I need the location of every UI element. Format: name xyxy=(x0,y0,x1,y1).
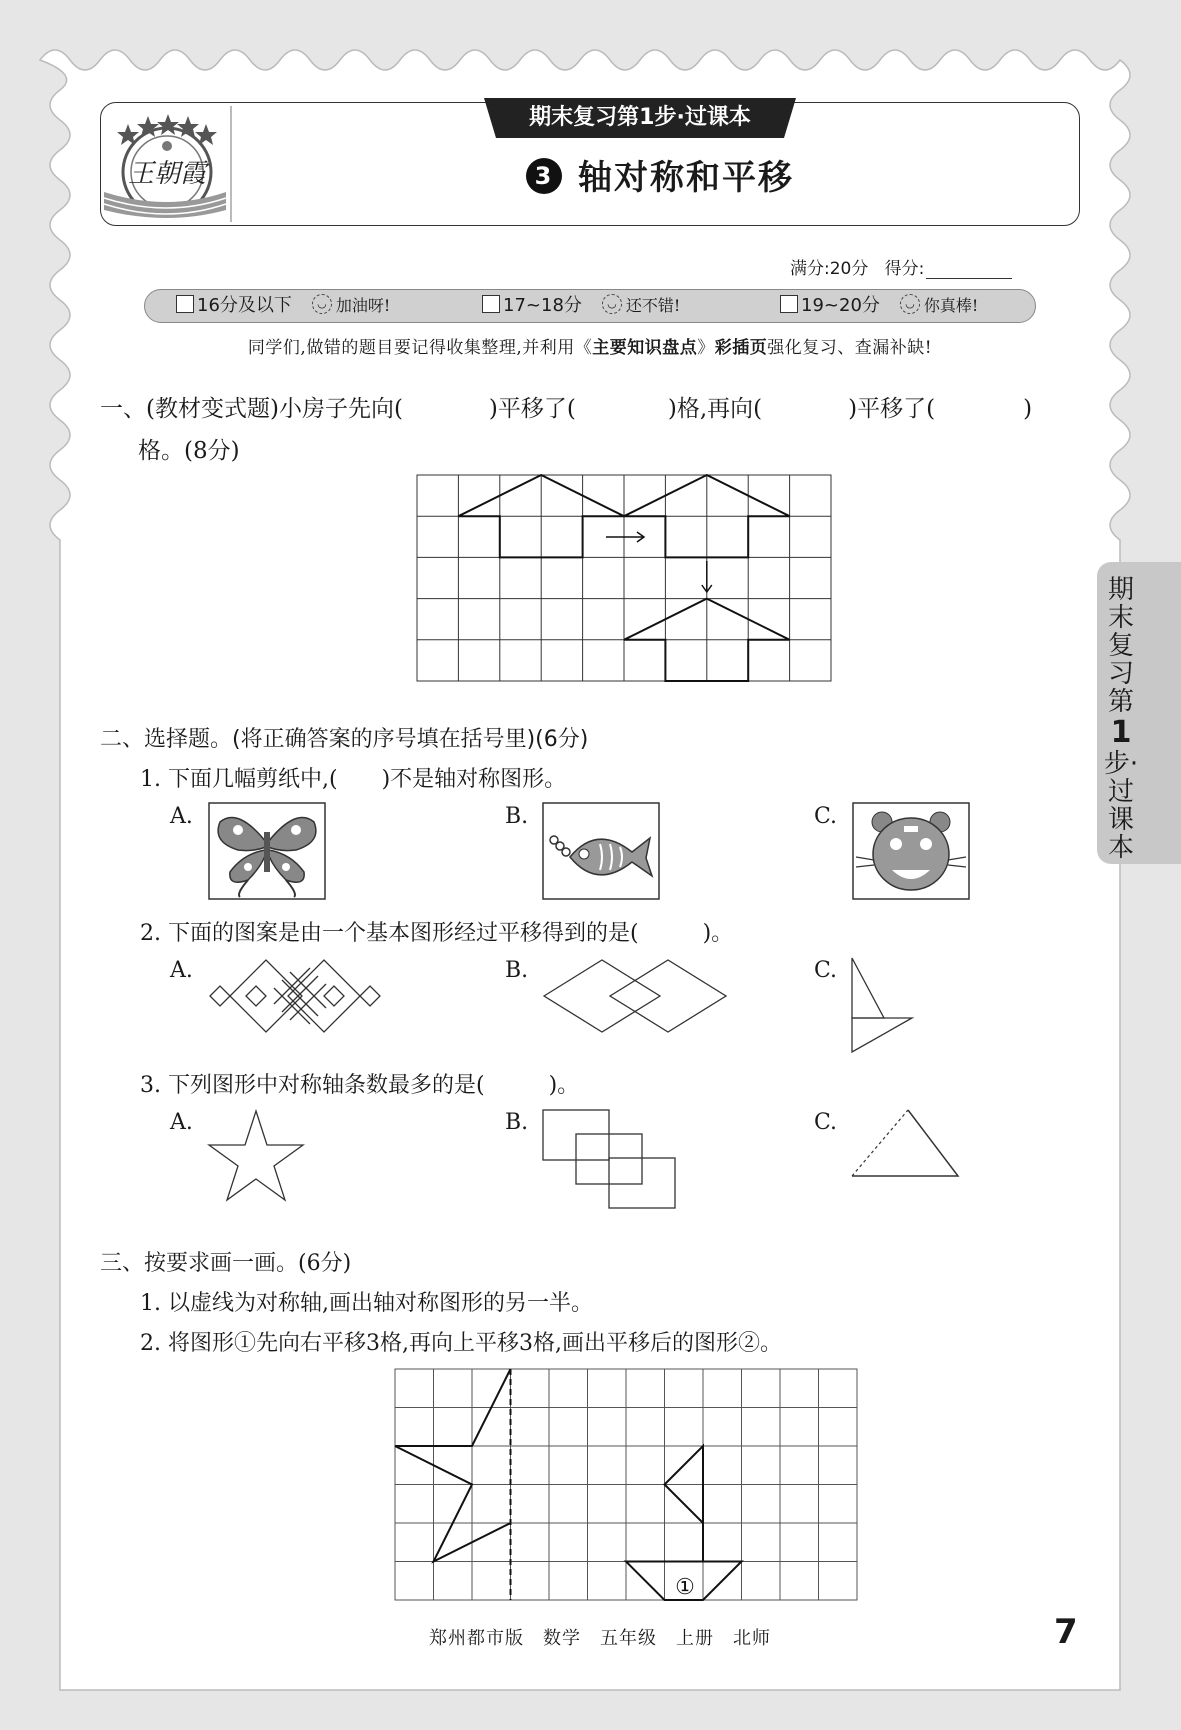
q1-text: )平移了( xyxy=(848,396,936,422)
rating-3 xyxy=(780,293,978,319)
smiley-icon: ◡ xyxy=(900,294,920,314)
q1-text: ) xyxy=(1023,396,1033,422)
q1-text: )格,再向( xyxy=(667,396,763,422)
arrow-down-icon xyxy=(702,561,712,592)
tip-pre: 同学们,做错的题目要记得收集整理,并利用《 xyxy=(247,338,593,358)
star-figure xyxy=(206,1108,306,1208)
fish-papercut xyxy=(542,802,662,902)
q2-1-text: 1. 下面几幅剪纸中,( xyxy=(140,767,338,792)
rating-range: 17~18分 xyxy=(503,295,582,316)
butterfly-papercut xyxy=(208,802,328,902)
q2-1-option-c-label: C. xyxy=(814,804,838,829)
series-title: 期末复习第1步·过课本 xyxy=(529,105,751,130)
q3-item-1: 1. 以虚线为对称轴,画出轴对称图形的另一半。 xyxy=(140,1291,593,1316)
tiger-papercut xyxy=(852,802,972,902)
q2-3-text: )。 xyxy=(548,1073,580,1098)
q3-grid-figure xyxy=(394,1368,860,1602)
rating-2 xyxy=(482,293,680,319)
q1-text: 一、(教材变式题)小房子先向( xyxy=(100,396,403,422)
q2-3-option-c-label: C. xyxy=(814,1110,838,1135)
rating-comment: 加油呀! xyxy=(335,296,391,315)
unit-title: 轴对称和平移 xyxy=(578,158,794,198)
tip-line xyxy=(100,333,1080,358)
q2-3-option-a-label: A. xyxy=(170,1110,193,1135)
rating-range: 19~20分 xyxy=(801,295,880,316)
half-star-figure xyxy=(395,1369,511,1562)
rating-range: 16分及以下 xyxy=(197,295,292,316)
q2-item-2 xyxy=(140,916,733,947)
figure-1-label: ① xyxy=(675,1575,695,1600)
score-input-blank[interactable] xyxy=(926,260,1012,279)
q2-2-option-b-label: B. xyxy=(505,958,529,983)
arrow-right-icon xyxy=(606,532,644,542)
q2-2-text: 2. 下面的图案是由一个基本图形经过平移得到的是( xyxy=(140,921,639,946)
q1-grid-figure xyxy=(416,474,834,684)
rating-comment: 还不错! xyxy=(625,296,681,315)
q2-3-option-b-label: B. xyxy=(505,1110,529,1135)
rating-checkbox[interactable] xyxy=(176,295,194,313)
footer-text: 郑州都市版 数学 五年级 上册 北师 xyxy=(429,1628,771,1649)
rating-1 xyxy=(176,293,390,319)
overlapping-diamonds-figure xyxy=(542,956,730,1038)
right-triangle-figure xyxy=(850,1108,962,1180)
q2-item-1 xyxy=(140,762,566,793)
q3-item-2: 2. 将图形①先向右平移3格,再向上平移3格,画出平移后的图形②。 xyxy=(140,1331,782,1356)
tip-bold2: 彩插页 xyxy=(714,338,768,358)
q1-line2: 格。(8分) xyxy=(138,438,240,464)
q2-1-option-a-label: A. xyxy=(170,804,193,829)
q2-title: 二、选择题。(将正确答案的序号填在括号里)(6分) xyxy=(100,727,589,752)
q2-1-text: )不是轴对称图形。 xyxy=(381,767,567,792)
full-score: 满分:20分 xyxy=(790,259,869,279)
q1-text: )平移了( xyxy=(488,396,576,422)
page-number: 7 xyxy=(1054,1612,1078,1652)
side-tab-text xyxy=(1097,576,1145,862)
unit-title-row xyxy=(300,150,1020,206)
tip-bold: 主要知识盘点 xyxy=(592,338,698,358)
tip-post: 强化复习、查漏补缺! xyxy=(767,338,933,358)
side-tab-post: 步·过课本 xyxy=(1103,749,1139,863)
rating-comment: 你真棒! xyxy=(923,296,979,315)
tip-mid: 》 xyxy=(697,338,715,358)
rating-checkbox[interactable] xyxy=(482,295,500,313)
logo-text: 王朝霞 xyxy=(127,159,207,189)
side-tab-pre: 期末复习第 xyxy=(1107,575,1134,717)
header-divider xyxy=(230,106,232,222)
unit-number-badge: 3 xyxy=(526,158,562,194)
get-score-label: 得分: xyxy=(884,259,925,279)
rating-checkbox[interactable] xyxy=(780,295,798,313)
q3-title: 三、按要求画一画。(6分) xyxy=(100,1251,352,1276)
diamond-chain-figure xyxy=(208,956,382,1038)
brand-logo xyxy=(100,102,230,226)
side-tab-num: 1 xyxy=(1110,715,1132,750)
q2-item-3 xyxy=(140,1068,579,1099)
overlapping-squares-figure xyxy=(541,1108,677,1210)
q2-2-option-c-label: C. xyxy=(814,958,838,983)
smiley-icon: ◡ xyxy=(312,294,332,314)
q2-2-text: )。 xyxy=(702,921,734,946)
q2-3-text: 3. 下列图形中对称轴条数最多的是( xyxy=(140,1073,485,1098)
q1-line1 xyxy=(100,390,1032,423)
q2-1-option-b-label: B. xyxy=(505,804,529,829)
triangles-figure xyxy=(850,956,916,1056)
score-line xyxy=(790,254,1040,279)
smiley-icon: ◡ xyxy=(602,294,622,314)
q2-2-option-a-label: A. xyxy=(170,958,193,983)
